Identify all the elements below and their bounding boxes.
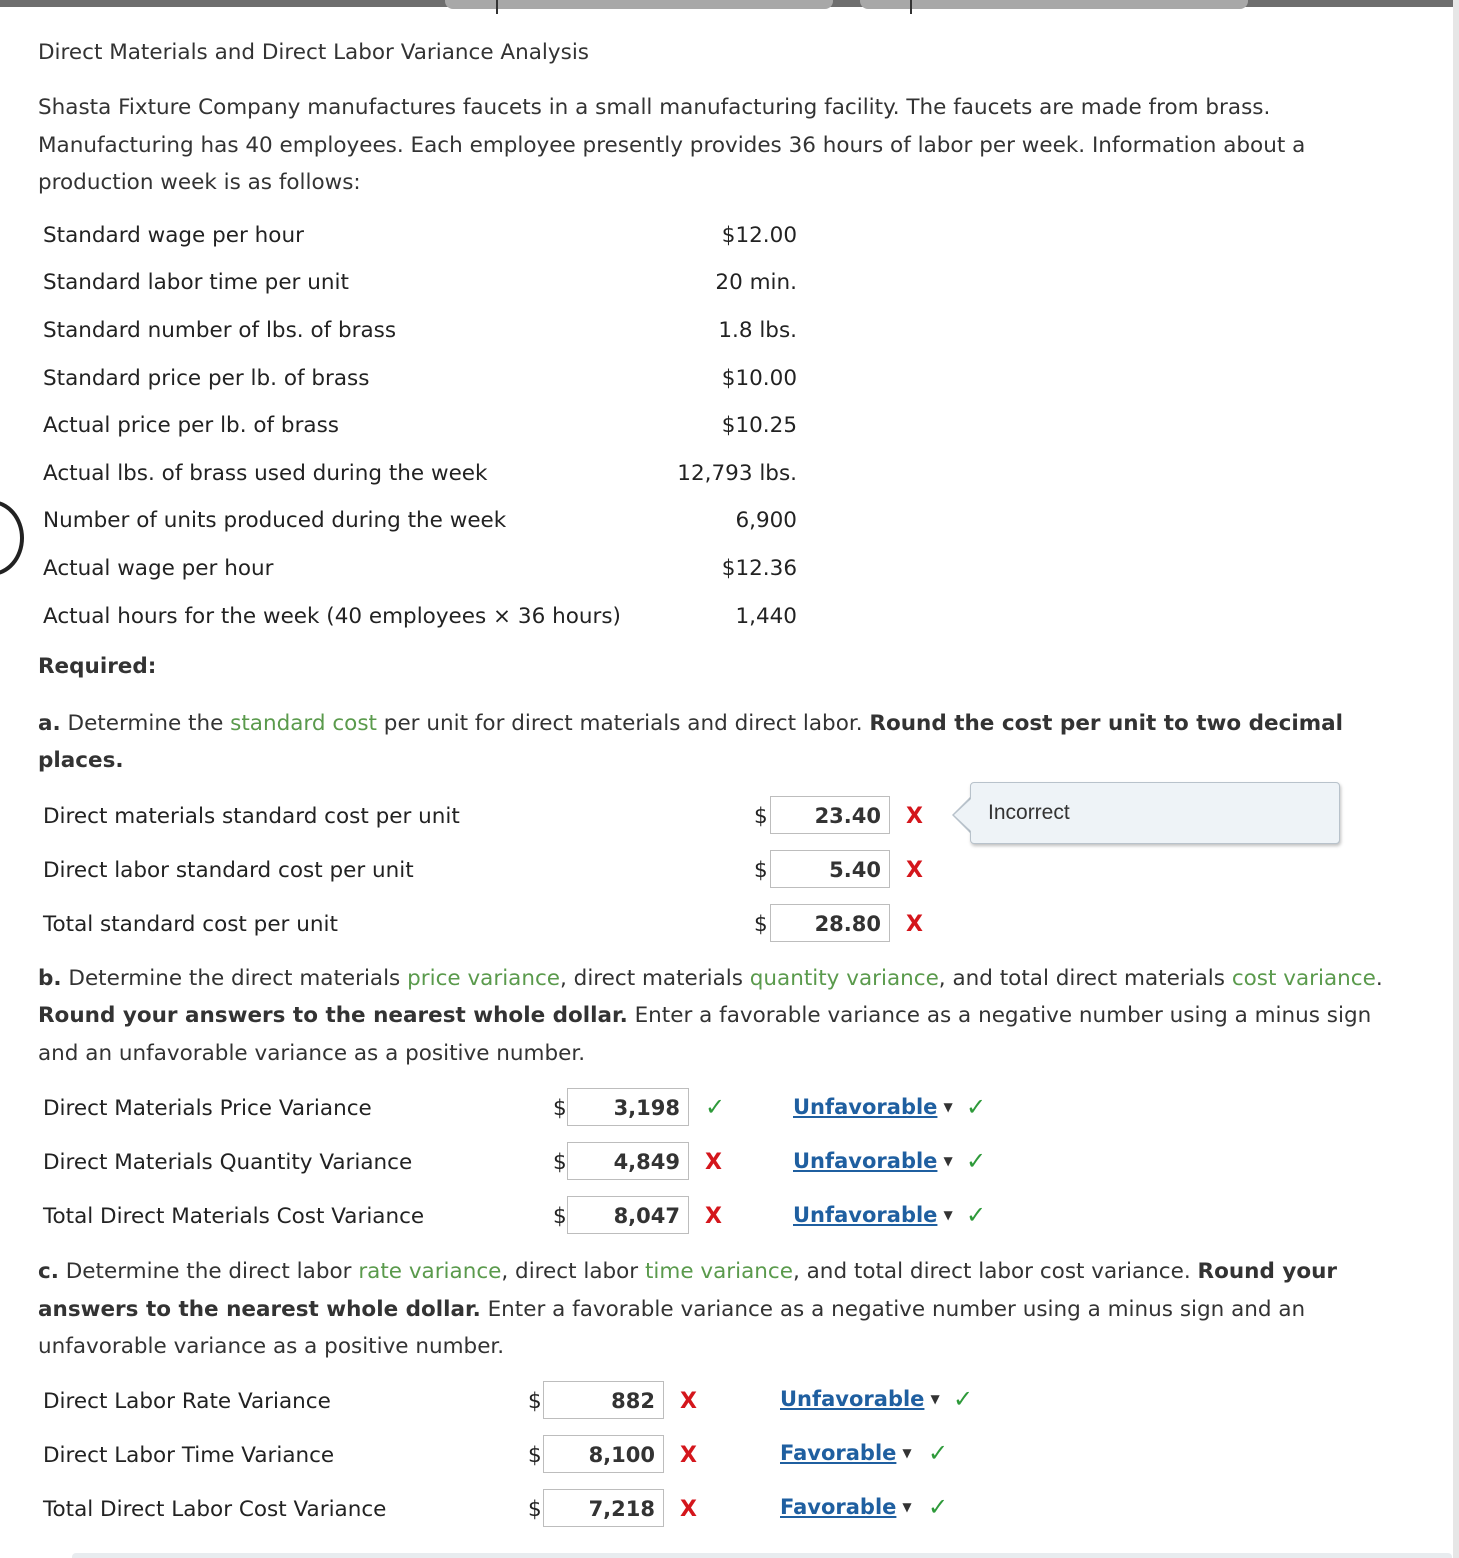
chevron-down-icon: ▼ — [943, 1208, 953, 1222]
currency-symbol: $ — [754, 858, 768, 883]
info-value: $12.00 — [721, 223, 797, 248]
dl-total-variance-select[interactable]: Favorable ▼ — [780, 1495, 912, 1519]
incorrect-icon: X — [906, 858, 923, 883]
info-value: $10.00 — [721, 366, 797, 391]
dm-quantity-variance-select[interactable]: Unfavorable ▼ — [793, 1149, 953, 1173]
correct-icon: ✓ — [966, 1201, 987, 1229]
correct-icon: ✓ — [928, 1439, 949, 1467]
dm-total-variance-select[interactable]: Unfavorable ▼ — [793, 1203, 953, 1227]
info-value: 1,440 — [735, 604, 797, 629]
part-c-instructions-2: answers to the nearest whole dollar. Enter a favorable variance as a negative number using a minus sign and an — [38, 1297, 1306, 1322]
row-label: Direct materials standard cost per unit — [43, 804, 460, 829]
correct-icon: ✓ — [928, 1493, 949, 1521]
dl-rate-variance-input[interactable]: 882 — [543, 1381, 664, 1419]
info-label: Actual hours for the week (40 employees × 36 hours) — [43, 604, 621, 629]
dm-total-variance-input[interactable]: 8,047 — [567, 1196, 689, 1234]
info-value: 20 min. — [715, 270, 797, 295]
row-label: Direct Labor Rate Variance — [43, 1389, 331, 1414]
row-label: Direct labor standard cost per unit — [43, 858, 414, 883]
row-label: Total Direct Materials Cost Variance — [43, 1204, 425, 1229]
info-label: Standard wage per hour — [43, 223, 304, 248]
row-label: Direct Materials Price Variance — [43, 1096, 372, 1121]
part-b-instructions: b. Determine the direct materials price variance, direct materials quantity variance, and total direct materials cost variance. — [38, 966, 1383, 991]
info-value: 6,900 — [735, 508, 797, 533]
info-label: Number of units produced during the week — [43, 508, 507, 533]
part-b-instructions-2: Round your answers to the nearest whole dollar. Enter a favorable variance as a negative number using a minus sign — [38, 1003, 1372, 1028]
row-label: Total Direct Labor Cost Variance — [43, 1497, 387, 1522]
glossary-link-time-variance[interactable]: time variance — [644, 1259, 793, 1284]
top-tab-1[interactable] — [445, 0, 833, 9]
part-a-instructions: a. Determine the standard cost per unit for direct materials and direct labor. Round the cost per unit to two decimal — [38, 711, 1344, 736]
intro-line-2: Manufacturing has 40 employees. Each employee presently provides 36 hours of labor per week. Information about a — [38, 133, 1306, 158]
row-label: Direct Labor Time Variance — [43, 1443, 335, 1468]
row-label: Direct Materials Quantity Variance — [43, 1150, 413, 1175]
tab-divider — [910, 0, 912, 14]
currency-symbol: $ — [528, 1389, 542, 1414]
chevron-down-icon: ▼ — [902, 1446, 912, 1460]
info-value: $10.25 — [721, 413, 797, 438]
info-value: 1.8 lbs. — [718, 318, 797, 343]
currency-symbol: $ — [528, 1443, 542, 1468]
part-c-instructions: c. Determine the direct labor rate variance, direct labor time variance, and total direct labor cost variance. Round your — [38, 1259, 1338, 1284]
dm-standard-cost-input[interactable]: 23.40 — [770, 796, 890, 834]
currency-symbol: $ — [553, 1150, 567, 1175]
side-circle-icon[interactable] — [0, 500, 24, 576]
glossary-link-quantity-variance[interactable]: quantity variance — [749, 966, 939, 991]
dl-total-variance-input[interactable]: 7,218 — [543, 1489, 664, 1527]
bottom-panel-edge — [72, 1553, 1452, 1558]
currency-symbol: $ — [553, 1096, 567, 1121]
right-scroll-edge[interactable] — [1453, 0, 1459, 1558]
incorrect-icon: X — [906, 912, 923, 937]
tooltip-arrow-fill — [954, 799, 971, 831]
chevron-down-icon: ▼ — [943, 1154, 953, 1168]
total-standard-cost-input[interactable]: 28.80 — [770, 904, 890, 942]
incorrect-icon: X — [906, 804, 923, 829]
correct-icon: ✓ — [705, 1093, 726, 1121]
currency-symbol: $ — [528, 1497, 542, 1522]
info-label: Standard price per lb. of brass — [43, 366, 370, 391]
dl-time-variance-select[interactable]: Favorable ▼ — [780, 1441, 912, 1465]
chevron-down-icon: ▼ — [943, 1100, 953, 1114]
glossary-link-price-variance[interactable]: price variance — [407, 966, 561, 991]
info-label: Actual price per lb. of brass — [43, 413, 339, 438]
info-value: $12.36 — [721, 556, 797, 581]
info-label: Actual lbs. of brass used during the week — [43, 461, 488, 486]
part-c-instructions-3: unfavorable variance as a positive number. — [38, 1334, 505, 1359]
info-label: Standard labor time per unit — [43, 270, 349, 295]
correct-icon: ✓ — [966, 1147, 987, 1175]
page-title: Direct Materials and Direct Labor Variance Analysis — [38, 40, 590, 65]
currency-symbol: $ — [754, 804, 768, 829]
currency-symbol: $ — [754, 912, 768, 937]
dm-price-variance-input[interactable]: 3,198 — [567, 1088, 689, 1126]
part-b-instructions-3: and an unfavorable variance as a positive number. — [38, 1041, 586, 1066]
correct-icon: ✓ — [953, 1385, 974, 1413]
intro-line-3: production week is as follows: — [38, 170, 361, 195]
tab-divider — [496, 0, 498, 14]
dl-standard-cost-input[interactable]: 5.40 — [770, 850, 890, 888]
required-heading: Required: — [38, 654, 157, 679]
dm-price-variance-select[interactable]: Unfavorable ▼ — [793, 1095, 953, 1119]
intro-line-1: Shasta Fixture Company manufactures faucets in a small manufacturing facility. The faucets are made from brass. — [38, 95, 1271, 120]
correct-icon: ✓ — [966, 1093, 987, 1121]
incorrect-icon: X — [705, 1204, 722, 1229]
top-tab-2[interactable] — [860, 0, 1248, 9]
glossary-link-rate-variance[interactable]: rate variance — [358, 1259, 502, 1284]
tooltip-text: Incorrect — [988, 801, 1070, 824]
chevron-down-icon: ▼ — [930, 1392, 940, 1406]
incorrect-icon: X — [680, 1443, 697, 1468]
chevron-down-icon: ▼ — [902, 1500, 912, 1514]
glossary-link-cost-variance[interactable]: cost variance — [1231, 966, 1376, 991]
row-label: Total standard cost per unit — [43, 912, 338, 937]
incorrect-icon: X — [705, 1150, 722, 1175]
currency-symbol: $ — [553, 1204, 567, 1229]
dm-quantity-variance-input[interactable]: 4,849 — [567, 1142, 689, 1180]
dl-rate-variance-select[interactable]: Unfavorable ▼ — [780, 1387, 940, 1411]
dl-time-variance-input[interactable]: 8,100 — [543, 1435, 664, 1473]
incorrect-icon: X — [680, 1497, 697, 1522]
part-a-instructions-2: places. — [38, 748, 124, 773]
info-value: 12,793 lbs. — [677, 461, 797, 486]
info-label: Actual wage per hour — [43, 556, 274, 581]
incorrect-icon: X — [680, 1389, 697, 1414]
info-label: Standard number of lbs. of brass — [43, 318, 397, 343]
glossary-link-standard-cost[interactable]: standard cost — [230, 711, 377, 736]
